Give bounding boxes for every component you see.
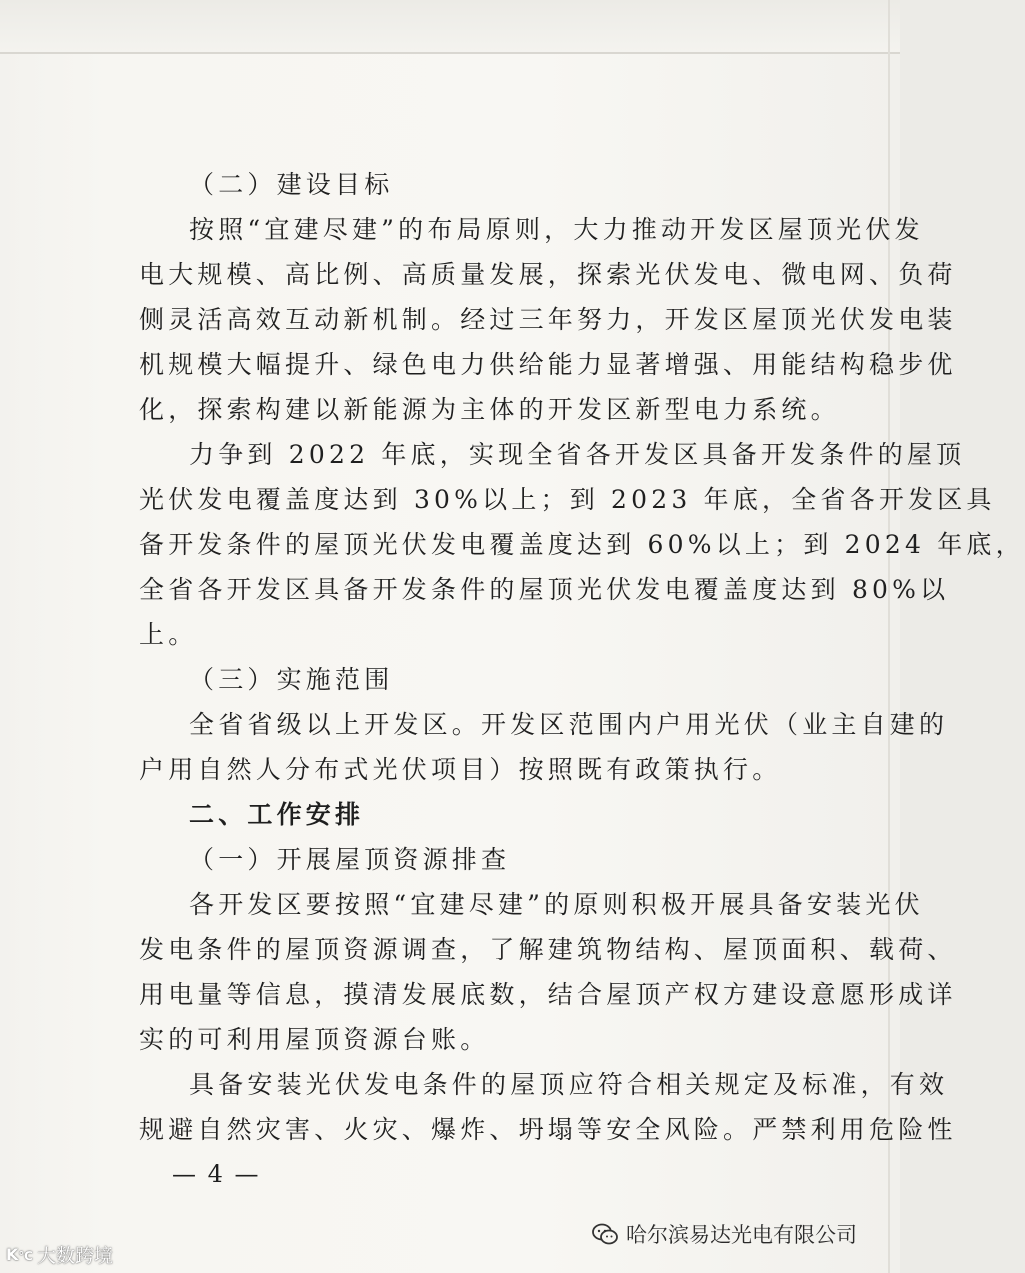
paragraph-line: 机规模大幅提升、绿色电力供给能力显著增强、用能结构稳步优 — [139, 350, 957, 379]
section-heading-construction-goals: （二）建设目标 — [189, 170, 394, 199]
watermark-company-text: 哈尔滨易达光电有限公司 — [626, 1223, 857, 1247]
paragraph-line: 发电条件的屋顶资源调查，了解建筑物结构、屋顶面积、载荷、 — [139, 935, 957, 964]
section-heading-scope: （三）实施范围 — [189, 665, 394, 694]
paragraph-line: 各开发区要按照“宜建尽建”的原则积极开展具备安装光伏 — [189, 890, 924, 919]
scan-top-margin — [0, 0, 900, 52]
paragraph-line: 按照“宜建尽建”的布局原则，大力推动开发区屋顶光伏发 — [189, 215, 924, 244]
paragraph-line: 上。 — [139, 620, 198, 649]
watermark-brand — [6, 1240, 113, 1268]
k-logo-icon: K℃ — [6, 1244, 33, 1264]
paragraph-line: 侧灵活高效互动新机制。经过三年努力，开发区屋顶光伏发电装 — [139, 305, 957, 334]
paragraph-line: 规避自然灾害、火灾、爆炸、坍塌等安全风险。严禁利用危险性 — [139, 1115, 957, 1144]
paragraph-line: 实的可利用屋顶资源台账。 — [139, 1025, 490, 1054]
scan-edge-line — [0, 52, 900, 54]
paragraph-line: 力争到 2022 年底，实现全省各开发区具备开发条件的屋顶 — [189, 440, 966, 469]
watermark-brand-text: 大数跨境 — [36, 1244, 113, 1267]
paragraph-line: 备开发条件的屋顶光伏发电覆盖度达到 60%以上；到 2024 年底， — [139, 530, 1025, 559]
page-number: — 4 — — [172, 1160, 261, 1188]
paragraph-line: 电大规模、高比例、高质量发展，探索光伏发电、微电网、负荷 — [139, 260, 957, 289]
paragraph-line: 化，探索构建以新能源为主体的开发区新型电力系统。 — [139, 395, 840, 424]
paragraph-line: 全省省级以上开发区。开发区范围内户用光伏（业主自建的 — [189, 710, 949, 739]
paragraph-line: 光伏发电覆盖度达到 30%以上；到 2023 年底，全省各开发区具 — [139, 485, 996, 514]
chapter-heading-work-arrangement: 二、工作安排 — [189, 800, 365, 829]
paragraph-line: 全省各开发区具备开发条件的屋顶光伏发电覆盖度达到 80%以 — [139, 575, 950, 604]
paragraph-line: 具备安装光伏发电条件的屋顶应符合相关规定及标准，有效 — [189, 1070, 949, 1099]
watermark-company — [592, 1217, 857, 1251]
section-heading-rooftop-survey: （一）开展屋顶资源排查 — [189, 845, 511, 874]
wechat-icon — [592, 1223, 618, 1245]
paragraph-line: 用电量等信息，摸清发展底数，结合屋顶产权方建设意愿形成详 — [139, 980, 957, 1009]
paragraph-line: 户用自然人分布式光伏项目）按照既有政策执行。 — [139, 755, 782, 784]
